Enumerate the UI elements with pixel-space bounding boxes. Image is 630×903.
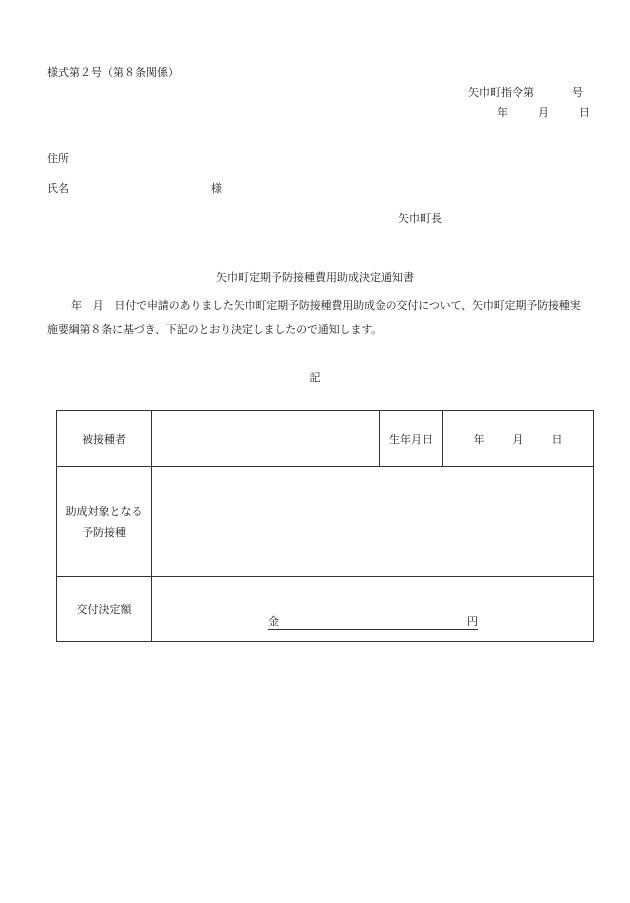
amount-suffix: 円 xyxy=(467,615,478,628)
birthdate-value-cell xyxy=(443,411,594,467)
document-number-suffix: 号 xyxy=(572,86,583,99)
amount-label: 交付決定額 xyxy=(76,603,132,616)
birthdate-year: 年 xyxy=(473,432,485,446)
form-number: 様式第２号（第８条関係） xyxy=(47,66,179,79)
amount-value-cell xyxy=(152,577,594,642)
table-row-amount xyxy=(57,577,594,642)
decision-table xyxy=(56,410,594,642)
name-label: 氏名 xyxy=(47,182,69,195)
birthdate-month: 月 xyxy=(512,432,524,446)
birthdate-label-cell xyxy=(380,411,443,467)
recipient-name-cell xyxy=(152,411,380,467)
sender-mayor: 矢巾町長 xyxy=(398,212,442,225)
notice-body: 年 月 日付で申請のありました矢巾町定期予防接種費用助成金の交付について、矢巾町定期予防接種実施要綱第８条に基づき、下記のとおり決定しましたので通知します。 xyxy=(47,299,581,336)
vaccination-label-cell xyxy=(57,467,152,577)
notice-title: 矢巾町定期予防接種費用助成決定通知書 xyxy=(216,271,414,284)
ki-heading: 記 xyxy=(309,371,321,384)
table-row-vaccination xyxy=(57,467,594,577)
amount-prefix: 金 xyxy=(268,615,279,628)
amount-label-cell xyxy=(57,577,152,642)
birthdate-day: 日 xyxy=(551,432,563,446)
issue-date xyxy=(497,106,590,120)
recipient-label-cell xyxy=(57,411,152,467)
amount-underline xyxy=(268,615,478,630)
recipient-label: 被接種者 xyxy=(82,432,126,446)
vaccination-value-cell xyxy=(152,467,594,577)
honorific-sama: 様 xyxy=(211,182,222,195)
vaccination-label-line2: 予防接種 xyxy=(82,525,126,539)
issue-date-month: 月 xyxy=(538,106,549,119)
document-number xyxy=(468,86,583,100)
table-row-recipient xyxy=(57,411,594,467)
vaccination-label-line1: 助成対象となる xyxy=(65,504,143,518)
document-number-prefix: 矢巾町指令第 xyxy=(468,86,534,99)
birthdate-label: 生年月日 xyxy=(389,432,433,446)
issue-date-day: 日 xyxy=(579,106,590,119)
issue-date-year: 年 xyxy=(497,106,508,119)
address-label: 住所 xyxy=(47,152,69,165)
